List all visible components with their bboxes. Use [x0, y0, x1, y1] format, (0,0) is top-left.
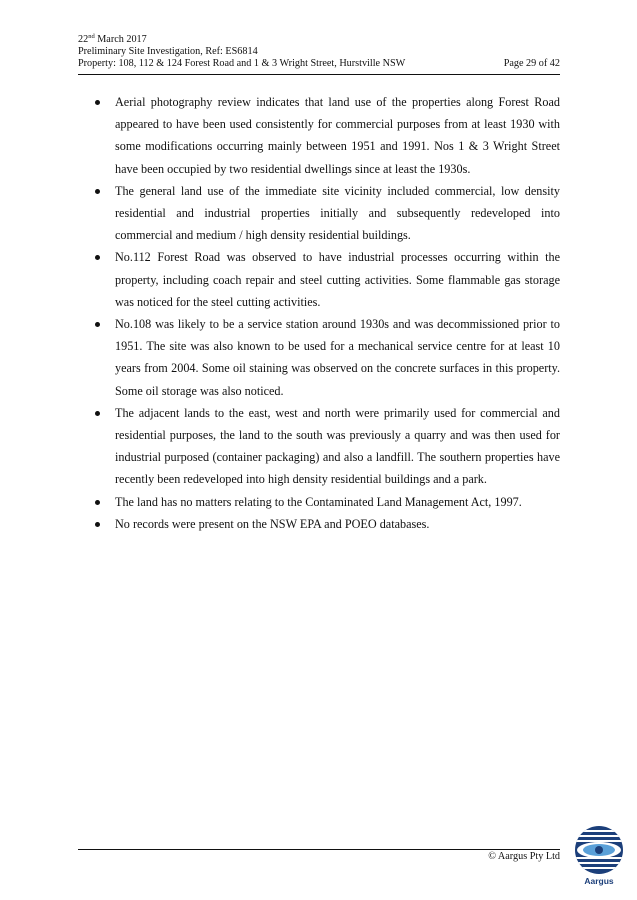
- findings-list: [78, 91, 560, 535]
- bullet-item: [78, 402, 560, 491]
- bullet-icon: [95, 500, 100, 505]
- header-reference: Preliminary Site Investigation, Ref: ES6814: [78, 46, 258, 58]
- bullet-text: No.112 Forest Road was observed to have industrial processes occurring within the property, including coach repair and steel cutting activities. Some flammable gas storage was noticed for the steel cutting activities.: [115, 250, 560, 309]
- header-date: [78, 34, 560, 46]
- bullet-icon: [95, 411, 100, 416]
- bullet-icon: [95, 189, 100, 194]
- bullet-text: The land has no matters relating to the Contaminated Land Management Act, 1997.: [115, 494, 522, 509]
- footer-divider: [78, 849, 560, 850]
- date-day: 22: [78, 34, 89, 45]
- date-suffix: nd: [88, 33, 95, 40]
- bullet-item: [78, 246, 560, 313]
- bullet-icon: [95, 322, 100, 327]
- bullet-text: No.108 was likely to be a service station around 1930s and was decommissioned prior to 1951. The site was also known to be used for a mechanical service centre for at least 10 years from 2004. Some oil staining was observed on the concrete surfaces in this property. Some oil storage was also noticed.: [115, 317, 560, 398]
- bullet-text: No records were present on the NSW EPA and POEO databases.: [115, 516, 430, 531]
- bullet-item: [78, 491, 560, 513]
- bullet-icon: [95, 100, 100, 105]
- bullet-icon: [95, 522, 100, 527]
- logo-wordmark: Aargus: [584, 876, 614, 886]
- header-property: Property: 108, 112 & 124 Forest Road and 1 & 3 Wright Street, Hurstville NSW: [78, 58, 406, 70]
- bullet-text: The general land use of the immediate site vicinity included commercial, low density residential and industrial properties initially and subsequently redeveloped into commercial and medium / high density residential buildings.: [115, 183, 560, 243]
- header-property-row: [78, 58, 560, 70]
- bullet-item: [78, 91, 560, 180]
- date-rest: March 2017: [94, 34, 147, 45]
- page-header: [78, 34, 560, 71]
- bullet-text: Aerial photography review indicates that land use of the properties along Forest Road appeared to have been used consistently for commercial purposes from at least 1930 with some modifications occurring mainly between 1951 and 1991. Nos 1 & 3 Wright Street have been occupied by two residential dwellings since at least the 1930s.: [115, 95, 560, 176]
- footer-copyright: © Aargus Pty Ltd: [488, 851, 560, 862]
- header-divider: [78, 74, 560, 75]
- header-page-number: Page 29 of 42: [503, 58, 560, 70]
- bullet-text: The adjacent lands to the east, west and north were primarily used for commercial and residential purposes, the land to the south was previously a quarry and was then used for industrial purposed (container packaging) and also a landfill. The southern properties have recently been redeveloped into high density residential buildings and a park.: [115, 405, 560, 487]
- bullet-icon: [95, 255, 100, 260]
- bullet-item: [78, 313, 560, 402]
- bullet-item: [78, 180, 560, 247]
- bullet-item: [78, 513, 560, 535]
